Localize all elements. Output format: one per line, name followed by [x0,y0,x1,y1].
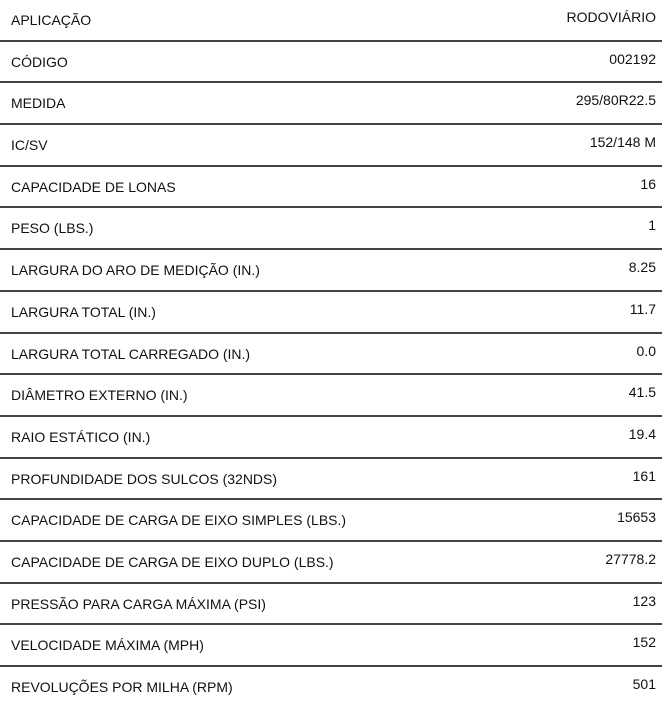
spec-label: LARGURA TOTAL (IN.) [11,303,156,320]
spec-value: 152/148 M [589,134,656,151]
spec-value: 1 [648,217,656,234]
spec-value: 11.7 [629,300,656,317]
spec-row-carga-eixo-simples [0,500,662,542]
spec-row-revolucoes-milha [0,667,662,709]
spec-value: 27778.2 [605,550,656,567]
spec-value: 295/80R22.5 [575,92,656,109]
spec-label: PROFUNDIDADE DOS SULCOS (32NDS) [11,470,278,487]
spec-label: LARGURA TOTAL CARREGADO (IN.) [11,345,251,362]
spec-label: CAPACIDADE DE LONAS [11,178,176,195]
spec-row-diametro-externo [0,375,662,417]
spec-value: 152 [632,634,656,651]
spec-label: LARGURA DO ARO DE MEDIÇÃO (IN.) [11,262,260,279]
spec-label: APLICAÇÃO [11,12,92,28]
spec-label: RAIO ESTÁTICO (IN.) [11,428,151,445]
spec-label: VELOCIDADE MÁXIMA (MPH) [11,637,204,654]
spec-row-largura-total-carregado [0,334,662,376]
spec-row-medida [0,83,662,125]
spec-value: 41.5 [628,384,656,401]
spec-row-carga-eixo-duplo [0,542,662,584]
spec-value: RODOVIÁRIO [566,9,656,25]
spec-label: MEDIDA [11,95,66,112]
spec-label: CAPACIDADE DE CARGA DE EIXO DUPLO (LBS.) [11,553,334,570]
spec-row-codigo [0,42,662,84]
spec-label: IC/SV [11,137,48,154]
spec-value: 0.0 [636,342,656,359]
spec-value: 123 [632,592,656,609]
spec-label: CÓDIGO [11,53,68,70]
spec-label: PESO (LBS.) [11,220,94,237]
spec-row-pressao-carga-maxima [0,584,662,626]
spec-label: PRESSÃO PARA CARGA MÁXIMA (PSI) [11,595,266,612]
spec-row-raio-estatico [0,417,662,459]
spec-label: CAPACIDADE DE CARGA DE EIXO SIMPLES (LBS.) [11,512,347,529]
spec-value: 8.25 [628,259,656,276]
spec-label: REVOLUÇÕES POR MILHA (RPM) [11,679,233,695]
spec-row-largura-total [0,292,662,334]
spec-value: 161 [632,467,656,484]
spec-row-ic-sv [0,125,662,167]
spec-value: 19.4 [628,425,656,442]
spec-value: 16 [640,175,656,192]
spec-row-peso [0,208,662,250]
spec-row-largura-aro [0,250,662,292]
spec-value: 501 [632,676,656,692]
spec-row-aplicacao [0,0,662,42]
spec-row-velocidade-maxima [0,625,662,667]
spec-value: 15653 [617,509,656,526]
spec-label: DIÂMETRO EXTERNO (IN.) [11,387,188,404]
spec-row-profundidade-sulcos [0,459,662,501]
spec-row-capacidade-lonas [0,167,662,209]
spec-value: 002192 [609,50,656,67]
